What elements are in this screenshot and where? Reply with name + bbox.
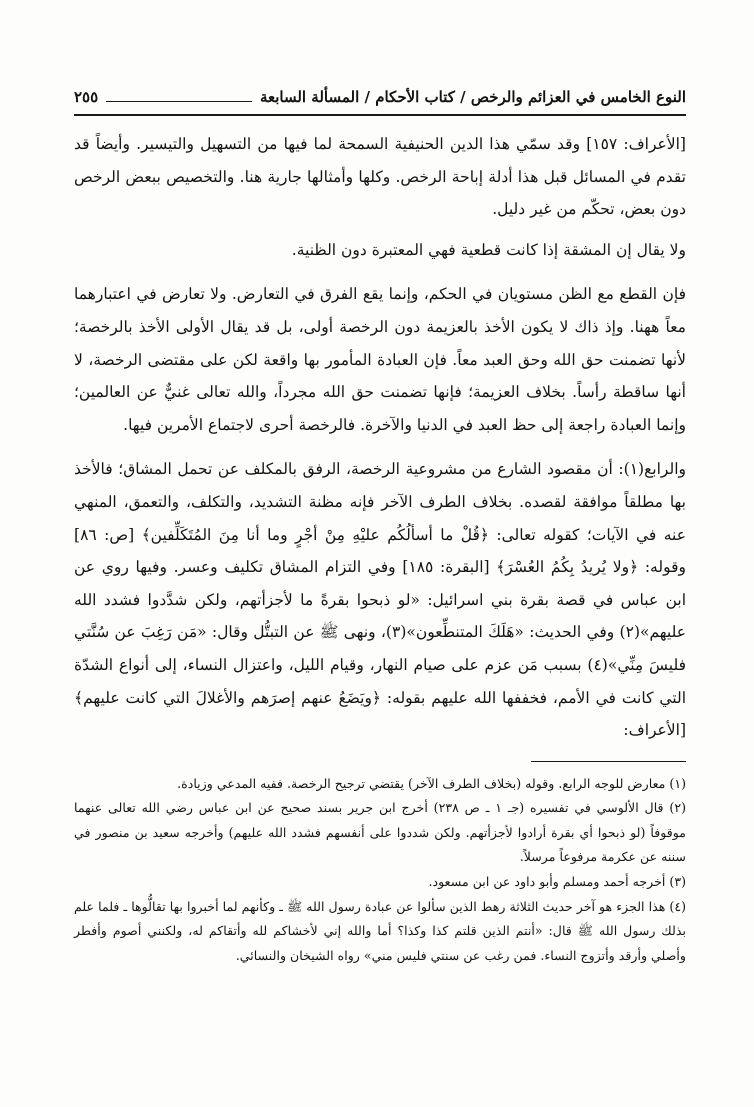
header-divider bbox=[74, 114, 686, 116]
footnote-3: (٣) أخرجه أحمد ومسلم وأبو داود عن ابن مسعود. bbox=[428, 874, 686, 890]
footnote-divider bbox=[531, 761, 686, 762]
footnote-4: (٤) هذا الجزء هو آخر حديث الثلاثة رهط الذين سألوا عن عبادة رسول الله ﷺ ـ وكأنهم لما أخبروا بها تقالُّوها ـ فلما علم بذلك رسول الله ﷺ قال: «أنتم الذين قلتم كذا وكذا؟ أما والله إني لأخشاكم لله وأتقاكم له، ولكنني أصوم وأفطر وأصلي وأرقد وأتزوج النساء. فمن رغب عن سنتي فليس مني» رواه الشيخان والنسائي. bbox=[74, 898, 686, 963]
main-text bbox=[74, 128, 686, 747]
book-page bbox=[74, 86, 686, 968]
footnotes bbox=[74, 772, 686, 969]
paragraph-1: [الأعراف: ١٥٧] وقد سمّي هذا الدين الحنيفية السمحة لما فيها من التسهيل والتيسير. وأيضاً قد تقدم في المسائل قبل هذا أدلة إباحة الرخص. وكلها وأمثالها جارية هنا. والتخصيص ببعض الرخص دون بعض، تحكّم من غير دليل. bbox=[74, 135, 686, 219]
header-rule bbox=[106, 92, 252, 102]
header-title: النوع الخامس في العزائم والرخص / كتاب الأحكام / المسألة السابعة bbox=[259, 88, 686, 106]
paragraph-4: والرابع(١): أن مقصود الشارع من مشروعية الرخصة، الرفق بالمكلف عن تحمل المشاق؛ فالأخذ بها مطلقاً موافقة لقصده. بخلاف الطرف الآخر فإنه مظنة التشديد، والتكلف، والتعمق، المنهي عنه في الآيات؛ كقوله تعالى: ﴿قُلْ ما أسألُكُم عليْهِ مِنْ أجْرٍ وما أنا مِنَ المُتَكَلِّفين﴾ [ص: ٨٦] وقوله: ﴿ولا يُريدُ بِكُمُ العُسْرَ﴾ [البقرة: ١٨٥] وفي التزام المشاق تكليف وعسر. وفيها روي عن ابن عباس في قصة بقرة بني اسرائيل: «لو ذبحوا بقرةً ما لأجزأتهم، ولكن شدَّدوا فشدد الله عليهم»(٢) وفي الحديث: «هَلَكَ المتنطِّعون»(٣)، ونهى ﷺ عن التبتُّل وقال: «مَن رَغِبَ عن سُنَّتي فليسَ مِنِّي»(٤) بسبب مَن عزم على صيام النهار، وقيام الليل، واعتزال النساء، إلى أنواع الشدّة التي كانت في الأمم، فخففها الله عليهم بقوله: ﴿ويَضَعُ عنهم إصرَهم والأغلالَ التي كانت عليهم﴾ [الأعراف: bbox=[74, 460, 686, 740]
paragraph-2: ولا يقال إن المشقة إذا كانت قطعية فهي المعتبرة دون الظنية. bbox=[291, 240, 686, 259]
page-number: ٢٥٥ bbox=[74, 88, 99, 106]
paragraph-3: فإن القطع مع الظن مستويان في الحكم، وإنما يقع الفرق في التعارض. ولا تعارض في اعتبارهما معاً ههنا. وإذ ذاك لا يكون الأخذ بالعزيمة دون الرخصة أولى، بل قد يقال الأولى الأخذ بالرخصة؛ لأنها تضمنت حق الله وحق العبد معاً. فإن العبادة المأمور بها واقعة لكن على مقتضى الرخصة، لا أنها ساقطة رأساً. بخلاف العزيمة؛ فإنها تضمنت حق الله مجرداً، والله تعالى غنيٌّ عن العالمين؛ وإنما العبادة راجعة إلى حظ العبد في الدنيا والآخرة. فالرخصة أحرى لاجتماع الأمرين فيها. bbox=[74, 285, 686, 434]
footnote-1: (١) معارض للوجه الرابع. وقوله (بخلاف الطرف الآخر) يقتضي ترجيح الرخصة. ففيه المدعي وزيادة. bbox=[177, 775, 686, 791]
running-header bbox=[74, 86, 686, 108]
footnote-2: (٢) قال الألوسي في تفسيره (جـ ١ ـ ص ٢٣٨) أخرج ابن جرير بسند صحيح عن ابن عباس رضي الله تعالى عنهما موقوفاً (لو ذبحوا أي بقرة أرادوا لأجزأتهم. ولكن شددوا على أنفسهم فشدد الله عليهم) وأخرجه سعيد بن منصور في سننه عن عكرمة مرفوعاً مرسلاً. bbox=[74, 800, 686, 865]
